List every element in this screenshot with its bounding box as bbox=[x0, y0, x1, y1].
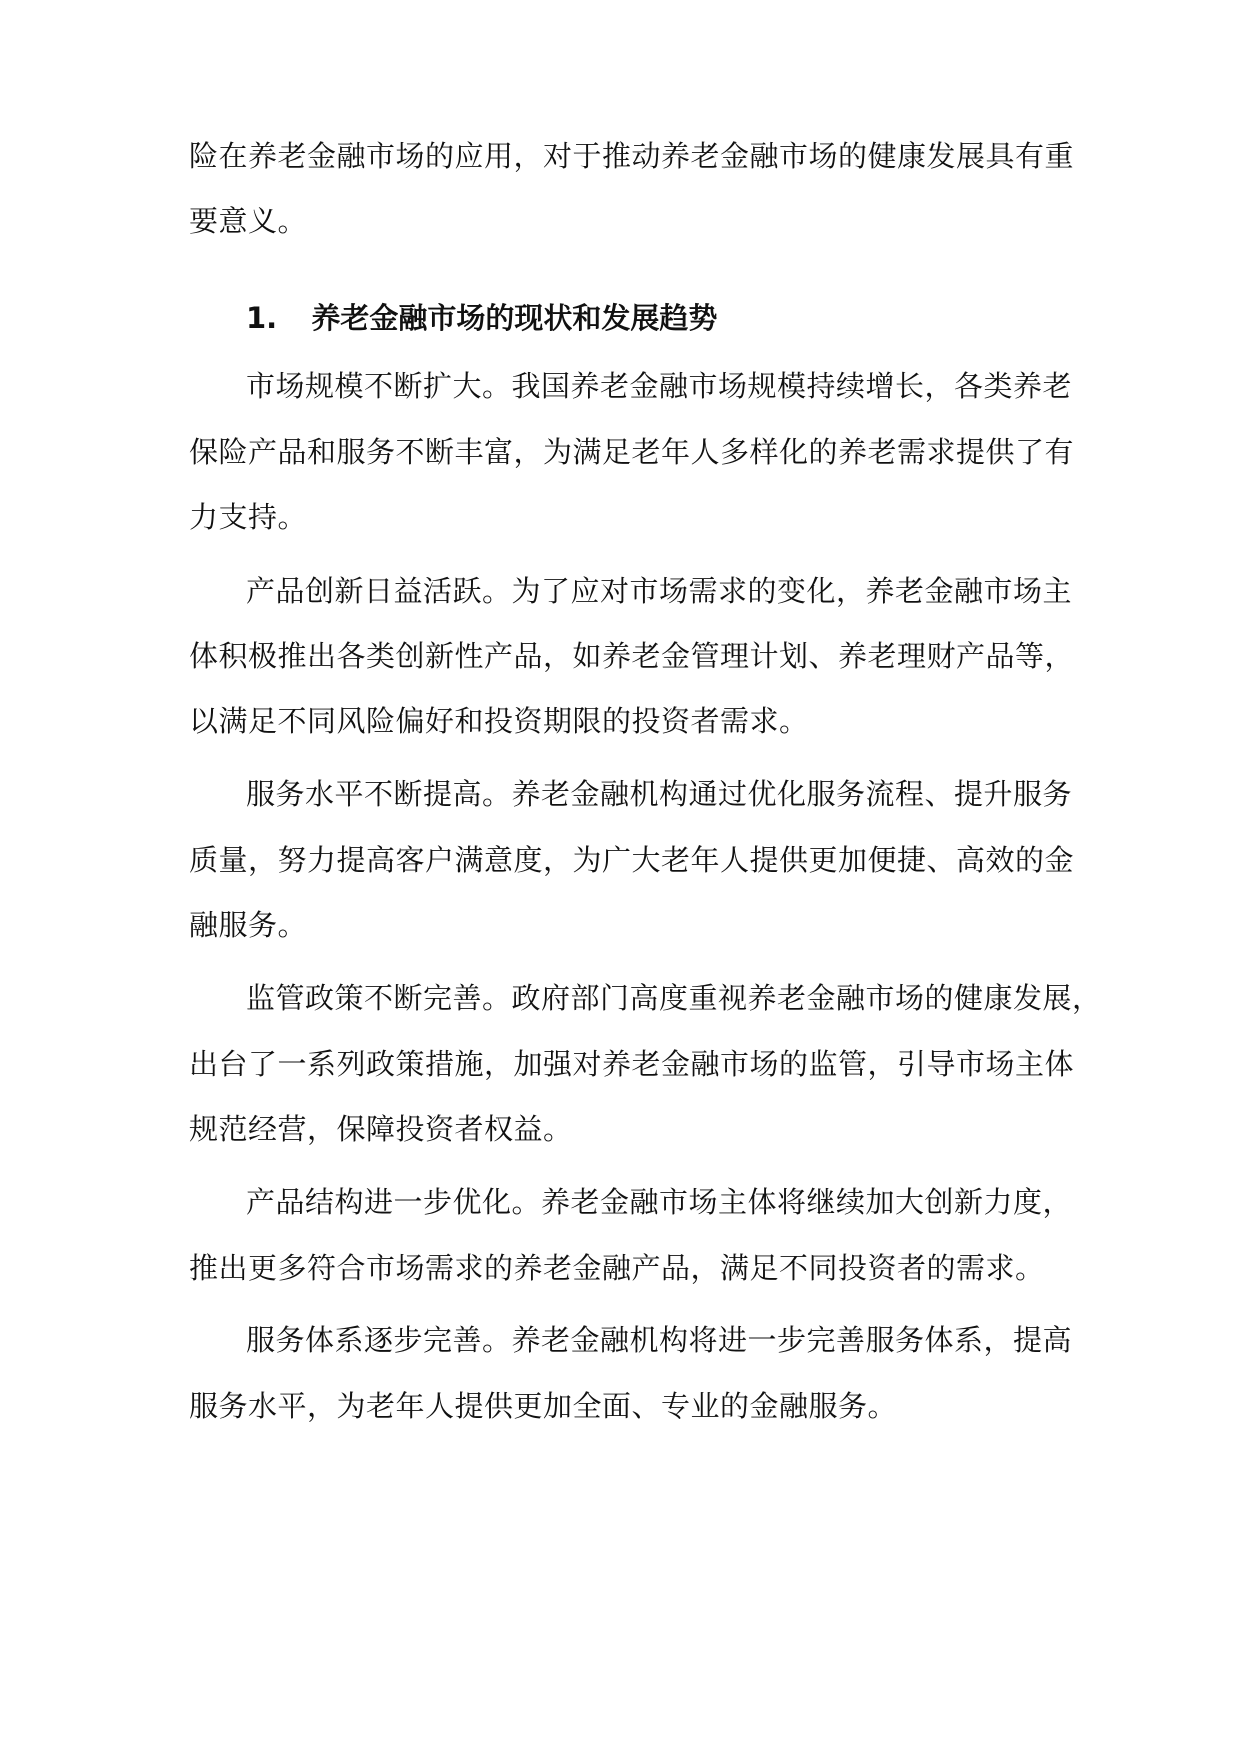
intro-line: 要意义。 bbox=[189, 204, 308, 238]
paragraph-line: 推出更多符合市场需求的养老金融产品，满足不同投资者的需求。 bbox=[189, 1251, 1045, 1285]
paragraph-line: 监管政策不断完善。政府部门高度重视养老金融市场的健康发展， bbox=[246, 981, 1102, 1015]
paragraph-line: 市场规模不断扩大。我国养老金融市场规模持续增长，各类养老 bbox=[246, 369, 1073, 403]
paragraph-line: 产品创新日益活跃。为了应对市场需求的变化，养老金融市场主 bbox=[246, 574, 1073, 608]
paragraph-line: 保险产品和服务不断丰富，为满足老年人多样化的养老需求提供了有 bbox=[189, 435, 1075, 469]
paragraph-line: 服务水平，为老年人提供更加全面、专业的金融服务。 bbox=[189, 1389, 898, 1423]
paragraph-line: 力支持。 bbox=[189, 500, 308, 534]
paragraph-line: 融服务。 bbox=[189, 908, 308, 942]
intro-line: 险在养老金融市场的应用，对于推动养老金融市场的健康发展具有重 bbox=[189, 139, 1075, 173]
paragraph-line: 服务体系逐步完善。养老金融机构将进一步完善服务体系，提高 bbox=[246, 1323, 1073, 1357]
paragraph-line: 质量，努力提高客户满意度，为广大老年人提供更加便捷、高效的金 bbox=[189, 843, 1075, 877]
paragraph-line: 规范经营，保障投资者权益。 bbox=[189, 1112, 573, 1146]
paragraph-line: 出台了一系列政策措施，加强对养老金融市场的监管，引导市场主体 bbox=[189, 1047, 1075, 1081]
paragraph-line: 服务水平不断提高。养老金融机构通过优化服务流程、提升服务 bbox=[246, 777, 1073, 811]
paragraph-line: 以满足不同风险偏好和投资期限的投资者需求。 bbox=[189, 704, 809, 738]
paragraph-line: 产品结构进一步优化。养老金融市场主体将继续加大创新力度， bbox=[246, 1185, 1073, 1219]
section-heading bbox=[246, 298, 717, 338]
section-number: 1. bbox=[246, 301, 278, 335]
paragraph-line: 体积极推出各类创新性产品，如养老金管理计划、养老理财产品等， bbox=[189, 639, 1075, 673]
section-title: 养老金融市场的现状和发展趋势 bbox=[311, 301, 718, 335]
